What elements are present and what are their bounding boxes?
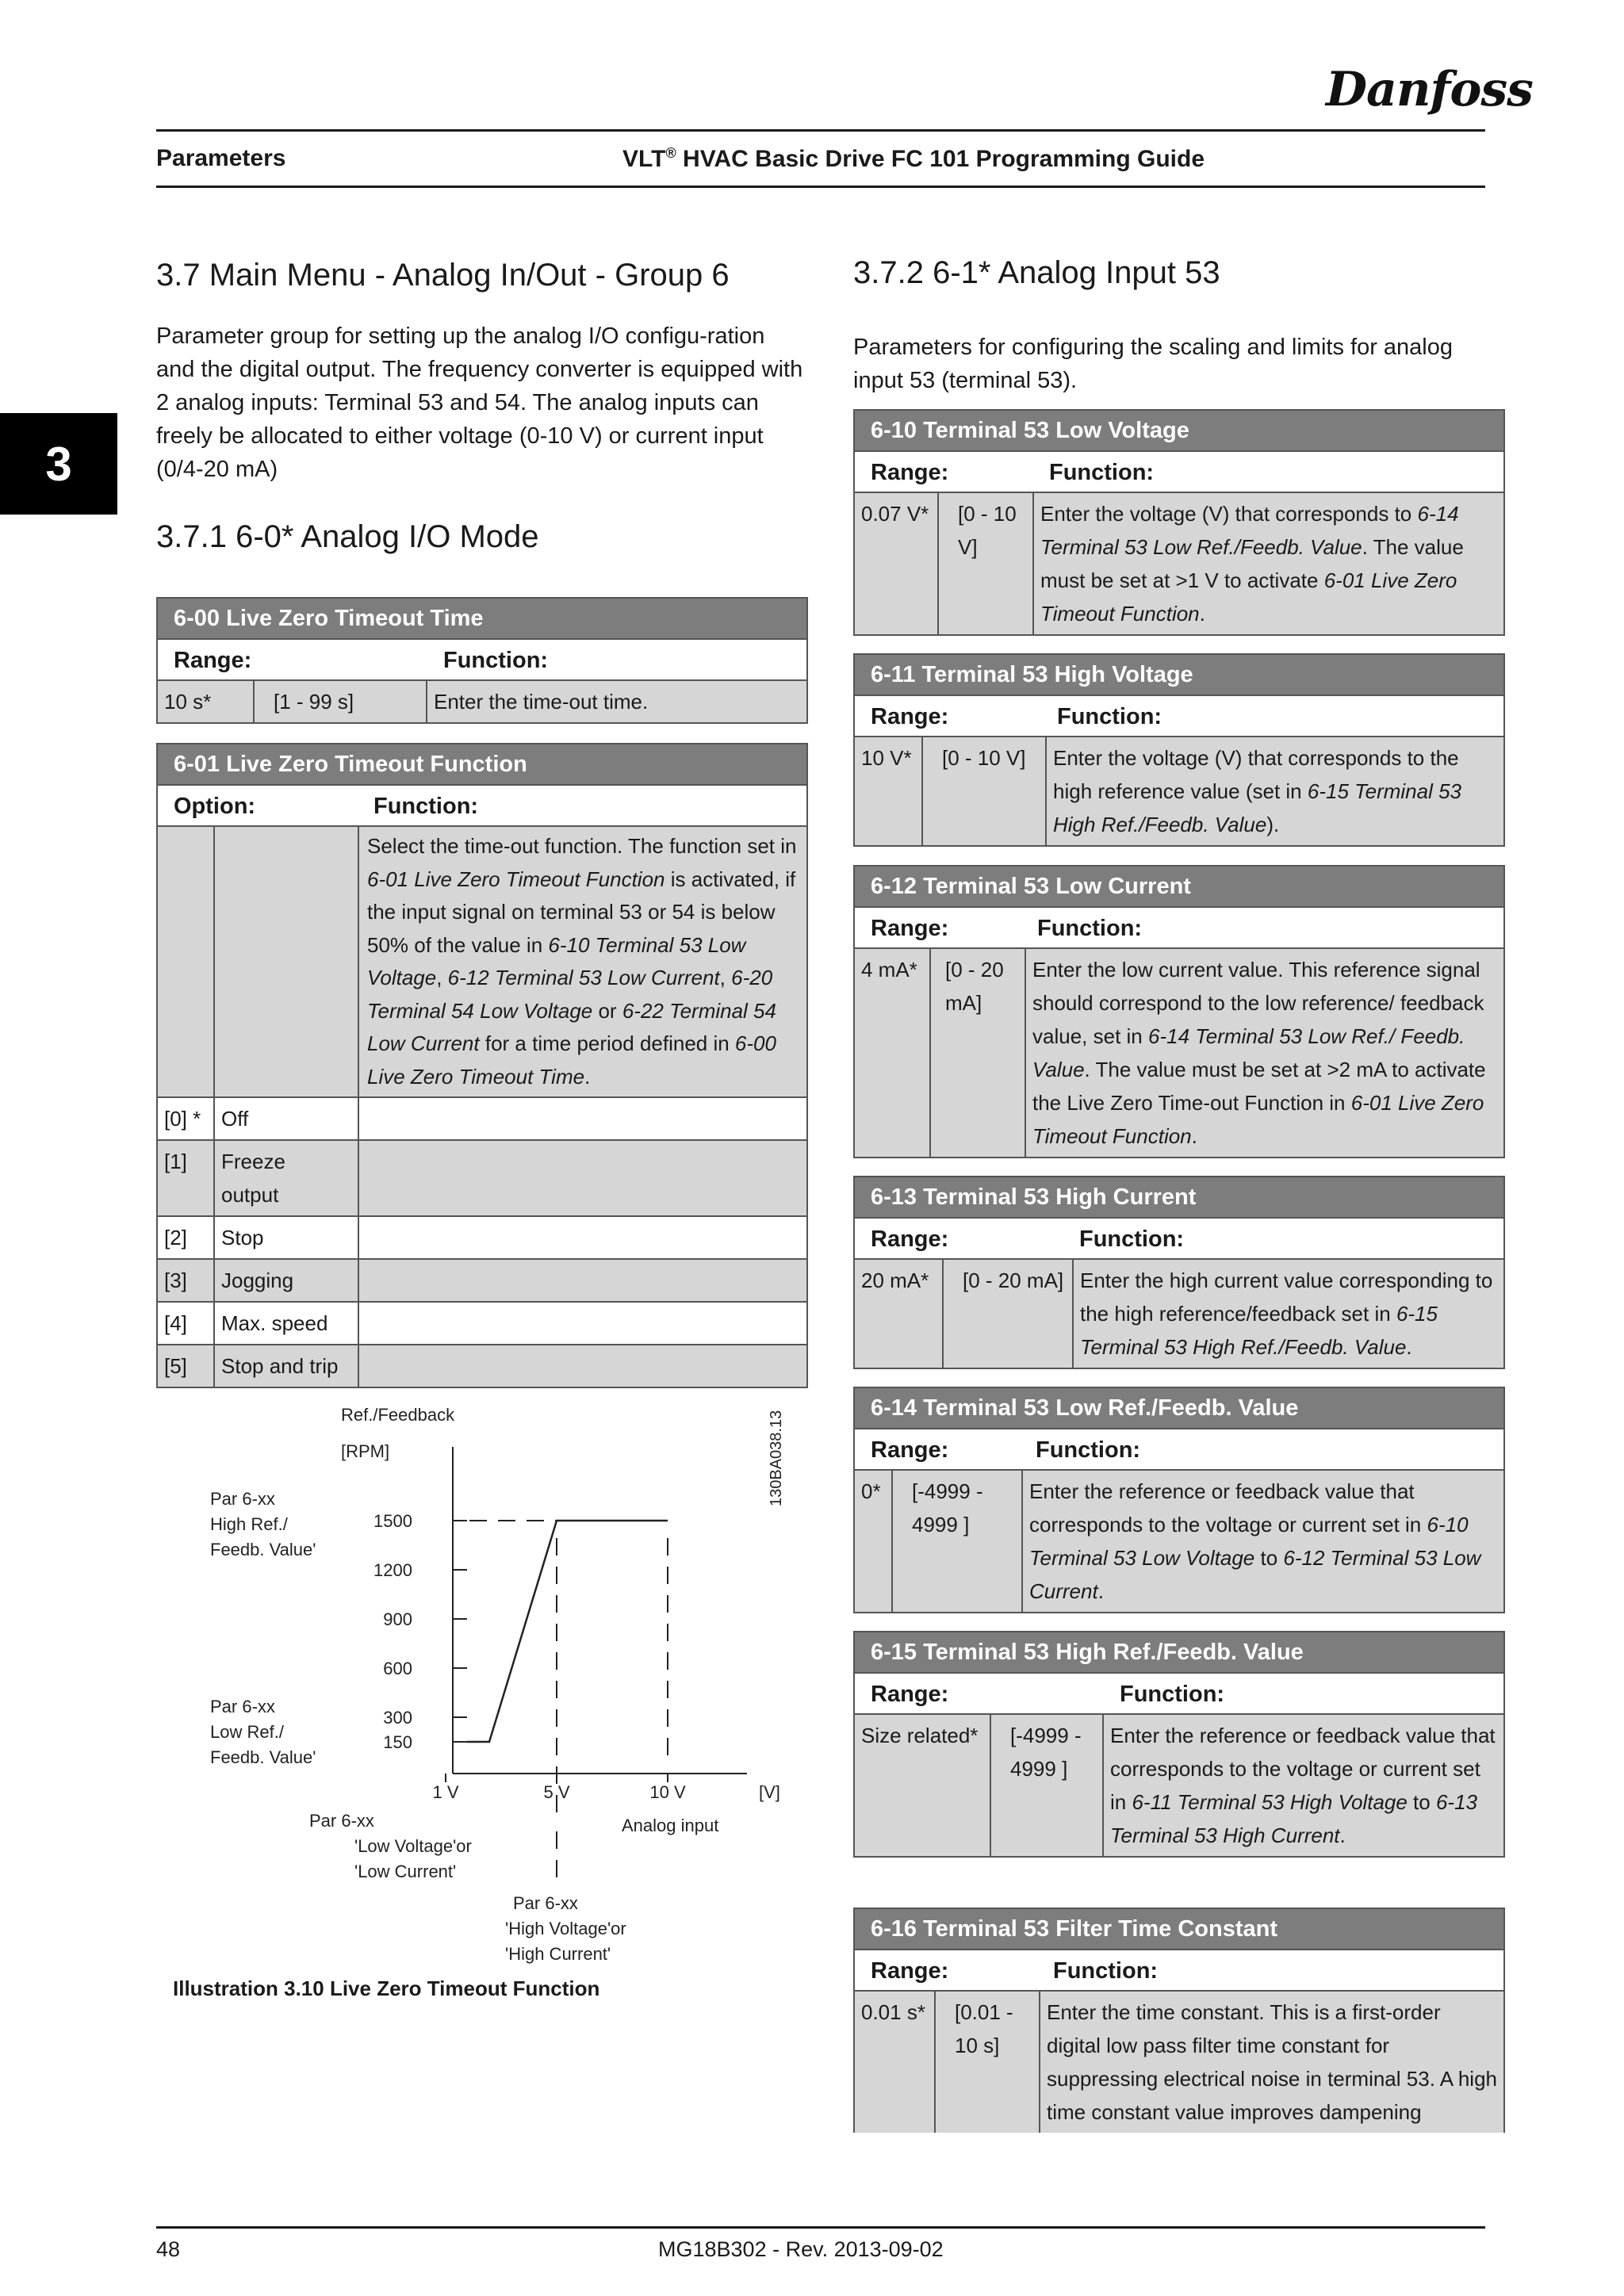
option-name: Stop and trip [213,1344,358,1387]
option-function-empty [358,1215,806,1258]
danfoss-logo: Danfoss [1326,62,1533,117]
function-label: Function: [1049,460,1155,485]
param-title: 6-15 Terminal 53 High Ref./Feedb. Value [855,1632,1503,1674]
function-label: Function: [1053,1958,1159,1984]
param-row [855,493,1503,634]
y-tick-1500: 1500 [373,1511,412,1531]
param-header-row [855,1674,1503,1715]
param-title: 6-12 Terminal 53 Low Current [855,867,1503,908]
range-value: [0 - 20 mA] [942,1260,1072,1368]
live-zero-illustration [156,1387,822,2006]
param-title: 6-10 Terminal 53 Low Voltage [855,411,1503,452]
option-name: Jogging [213,1258,358,1301]
function-text: Enter the voltage (V) that corresponds to the high reference value (set in 6-15 Terminal 53 High Ref./Feedb. Value). [1045,737,1503,845]
range-value: [0 - 20 mA] [929,949,1025,1157]
option-code: [0] * [158,1096,213,1139]
range-label: Range: [871,1682,949,1707]
low-ref-label-3: Feedb. Value' [210,1747,316,1767]
desc-empty-name [213,827,358,1096]
option-code: [1] [158,1139,213,1215]
right-intro-paragraph: Parameters for configuring the scaling and limits for analog input 53 (terminal 53). [853,335,1453,393]
function-text: Enter the time constant. This is a first-order digital low pass filter time constant for suppressing electrical noise in terminal 53. A high time constant value improves dampening [1039,1992,1503,2133]
range-value: [0.01 - 10 s] [934,1992,1039,2133]
param-title: 6-00 Live Zero Timeout Time [158,599,806,640]
high-volt-label-2: 'High Voltage'or [505,1919,626,1938]
option-function-empty [358,1096,806,1139]
ref-curve [467,1521,668,1742]
range-value: [1 - 99 s] [253,681,426,722]
option-code: [5] [158,1344,213,1387]
y-tick-1200: 1200 [373,1560,412,1580]
param-title: 6-01 Live Zero Timeout Function [158,744,806,786]
y-tick-600: 600 [383,1659,412,1678]
default-value: 0* [861,1479,881,1503]
range-label: Range: [871,1226,949,1252]
x-tick-10v: 10 V [649,1782,686,1802]
y-title-2: [RPM] [341,1441,390,1461]
param-6-15-table [853,1631,1505,1858]
param-6-13-table [853,1176,1505,1369]
high-volt-label-1: Par 6-xx [513,1893,578,1913]
high-ref-label-1: Par 6-xx [210,1489,275,1509]
x-title: Analog input [622,1816,719,1835]
header-section: Parameters [156,145,286,171]
footer-rule [156,2226,1485,2229]
param-header-row [855,696,1503,737]
default-value: 10 V* [861,746,912,770]
high-ref-label-2: High Ref./ [210,1514,288,1534]
option-code: [4] [158,1301,213,1344]
function-label: Function: [373,794,479,819]
high-ref-label-3: Feedb. Value' [210,1540,316,1559]
function-text: Enter the reference or feedback value that corresponds to the voltage or current set in 6-11 Terminal 53 High Voltage to 6-13 Terminal 53 High Current. [1102,1715,1503,1856]
low-volt-label-2: 'Low Voltage'or [354,1836,472,1856]
y-tick-150: 150 [383,1732,412,1752]
param-header-row [158,786,806,827]
function-label: Function: [443,648,549,673]
desc-empty-code [158,827,213,1096]
option-name: Off [213,1096,358,1139]
header-top-rule [156,129,1485,132]
default-value: 0.07 V* [861,502,929,526]
param-6-11-table [853,653,1505,847]
param-title: 6-16 Terminal 53 Filter Time Constant [855,1909,1503,1950]
option-name: Max. speed [213,1301,358,1344]
param-header-row [855,1219,1503,1260]
param-title: 6-11 Terminal 53 High Voltage [855,655,1503,696]
param-row [158,681,806,722]
range-label: Range: [871,1958,949,1984]
range-label: Range: [871,460,949,485]
param-header-row [855,1950,1503,1992]
param-row [855,1715,1503,1856]
x-tick-5v: 5 V [543,1782,570,1802]
option-label: Option: [174,794,256,819]
heading-3-7-2: 3.7.2 6-1* Analog Input 53 [853,255,1220,290]
heading-3-7-1: 3.7.1 6-0* Analog I/O Mode [156,519,539,554]
header-bottom-rule [156,186,1485,188]
option-function-empty [358,1344,806,1387]
option-function-empty [358,1258,806,1301]
param-row [855,949,1503,1157]
low-ref-label-1: Par 6-xx [210,1697,275,1716]
range-label: Range: [871,1437,949,1463]
illustration-caption: Illustration 3.10 Live Zero Timeout Function [173,1976,600,2000]
default-value: 0.01 s* [861,2000,925,2024]
default-value: 20 mA* [861,1269,929,1292]
heading-3-7: 3.7 Main Menu - Analog In/Out - Group 6 [156,258,730,293]
option-function-empty [358,1301,806,1344]
intro-paragraph: Parameter group for setting up the analog I/O configu-ration and the digital output. The frequency converter is equipped with 2 analog inputs: Terminal 53 and 54. The analog inputs can freely be allocated to either voltage (0-10 V) or current input (0/4-20 mA) [156,323,803,482]
default-value: 4 mA* [861,958,917,982]
option-function-empty [358,1139,806,1215]
param-6-12-table [853,865,1505,1158]
page-number: 48 [156,2237,181,2261]
default-value: 10 s* [164,690,212,714]
option-code: [2] [158,1215,213,1258]
function-label: Function: [1079,1226,1185,1252]
y-tick-300: 300 [383,1708,412,1728]
range-label: Range: [871,916,949,941]
function-text: Enter the reference or feedback value that corresponds to the voltage or current set in 6-10 Terminal 53 Low Voltage to 6-12 Terminal 53 Low Current. [1021,1471,1503,1612]
param-header-row [855,452,1503,493]
param-row [855,1260,1503,1368]
param-6-10-table [853,409,1505,636]
range-label: Range: [871,704,949,729]
range-value: [-4999 - 4999 ] [990,1715,1102,1856]
param-6-16-table [853,1908,1505,2133]
x-tick-1v: 1 V [432,1782,459,1802]
doc-reference: MG18B302 - Rev. 2013-09-02 [658,2237,944,2261]
range-value: [0 - 10 V] [937,493,1032,634]
chapter-tab: 3 [0,413,117,515]
y-tick-900: 900 [383,1609,412,1629]
param-header-row [855,908,1503,949]
param-6-01-table [156,743,808,1388]
high-volt-label-3: 'High Current' [505,1944,611,1964]
param-header-row [855,1429,1503,1471]
param-6-00-table [156,597,808,724]
illustration-id: 130BA038.13 [768,1410,785,1506]
header-guide-title: VLT® HVAC Basic Drive FC 101 Programming Guide [622,145,1205,172]
param-title: 6-14 Terminal 53 Low Ref./Feedb. Value [855,1388,1503,1429]
function-text: Enter the time-out time. [426,681,806,722]
x-unit: [V] [759,1782,780,1802]
function-label: Function: [1037,916,1143,941]
default-value: Size related* [861,1724,979,1747]
range-label: Range: [174,648,252,673]
low-ref-label-2: Low Ref./ [210,1722,284,1742]
function-text: Enter the low current value. This reference signal should correspond to the low reference/ feedback value, set in 6-14 Terminal 53 Low Ref./ Feedb. Value. The value must be set at >2 mA to activate the Live Zero Time-out Function in 6-01 Live Zero Timeout Function. [1025,949,1503,1157]
option-name: Freeze output [213,1139,358,1215]
function-label: Function: [1057,704,1162,729]
param-options-grid [158,827,806,1387]
low-volt-label-1: Par 6-xx [309,1811,374,1831]
param-header-row [158,640,806,681]
low-volt-label-3: 'Low Current' [354,1862,457,1881]
function-text: Enter the high current value corresponding to the high reference/feedback set in 6-15 Terminal 53 High Ref./Feedb. Value. [1072,1260,1503,1368]
param-6-14-table [853,1387,1505,1613]
option-code: [3] [158,1258,213,1301]
y-title-1: Ref./Feedback [341,1405,455,1425]
param-title: 6-13 Terminal 53 High Current [855,1177,1503,1219]
param-row [855,1471,1503,1612]
param-row [855,1992,1503,2133]
range-value: [-4999 - 4999 ] [891,1471,1021,1612]
function-label: Function: [1120,1682,1225,1707]
param-row [855,737,1503,845]
range-value: [0 - 10 V] [921,737,1045,845]
function-label: Function: [1036,1437,1141,1463]
function-description: Select the time-out function. The function set in 6-01 Live Zero Timeout Function is activated, if the input signal on terminal 53 or 54 is below 50% of the value in 6-10 Terminal 53 Low Voltage, 6-12 Terminal 53 Low Current, 6-20 Terminal 54 Low Voltage or 6-22 Terminal 54 Low Current for a time period defined in 6-00 Live Zero Timeout Time. [358,827,806,1096]
option-name: Stop [213,1215,358,1258]
function-text: Enter the voltage (V) that corresponds to 6-14 Terminal 53 Low Ref./Feedb. Value. The value must be set at >1 V to activate 6-01 Live Zero Timeout Function. [1032,493,1503,634]
